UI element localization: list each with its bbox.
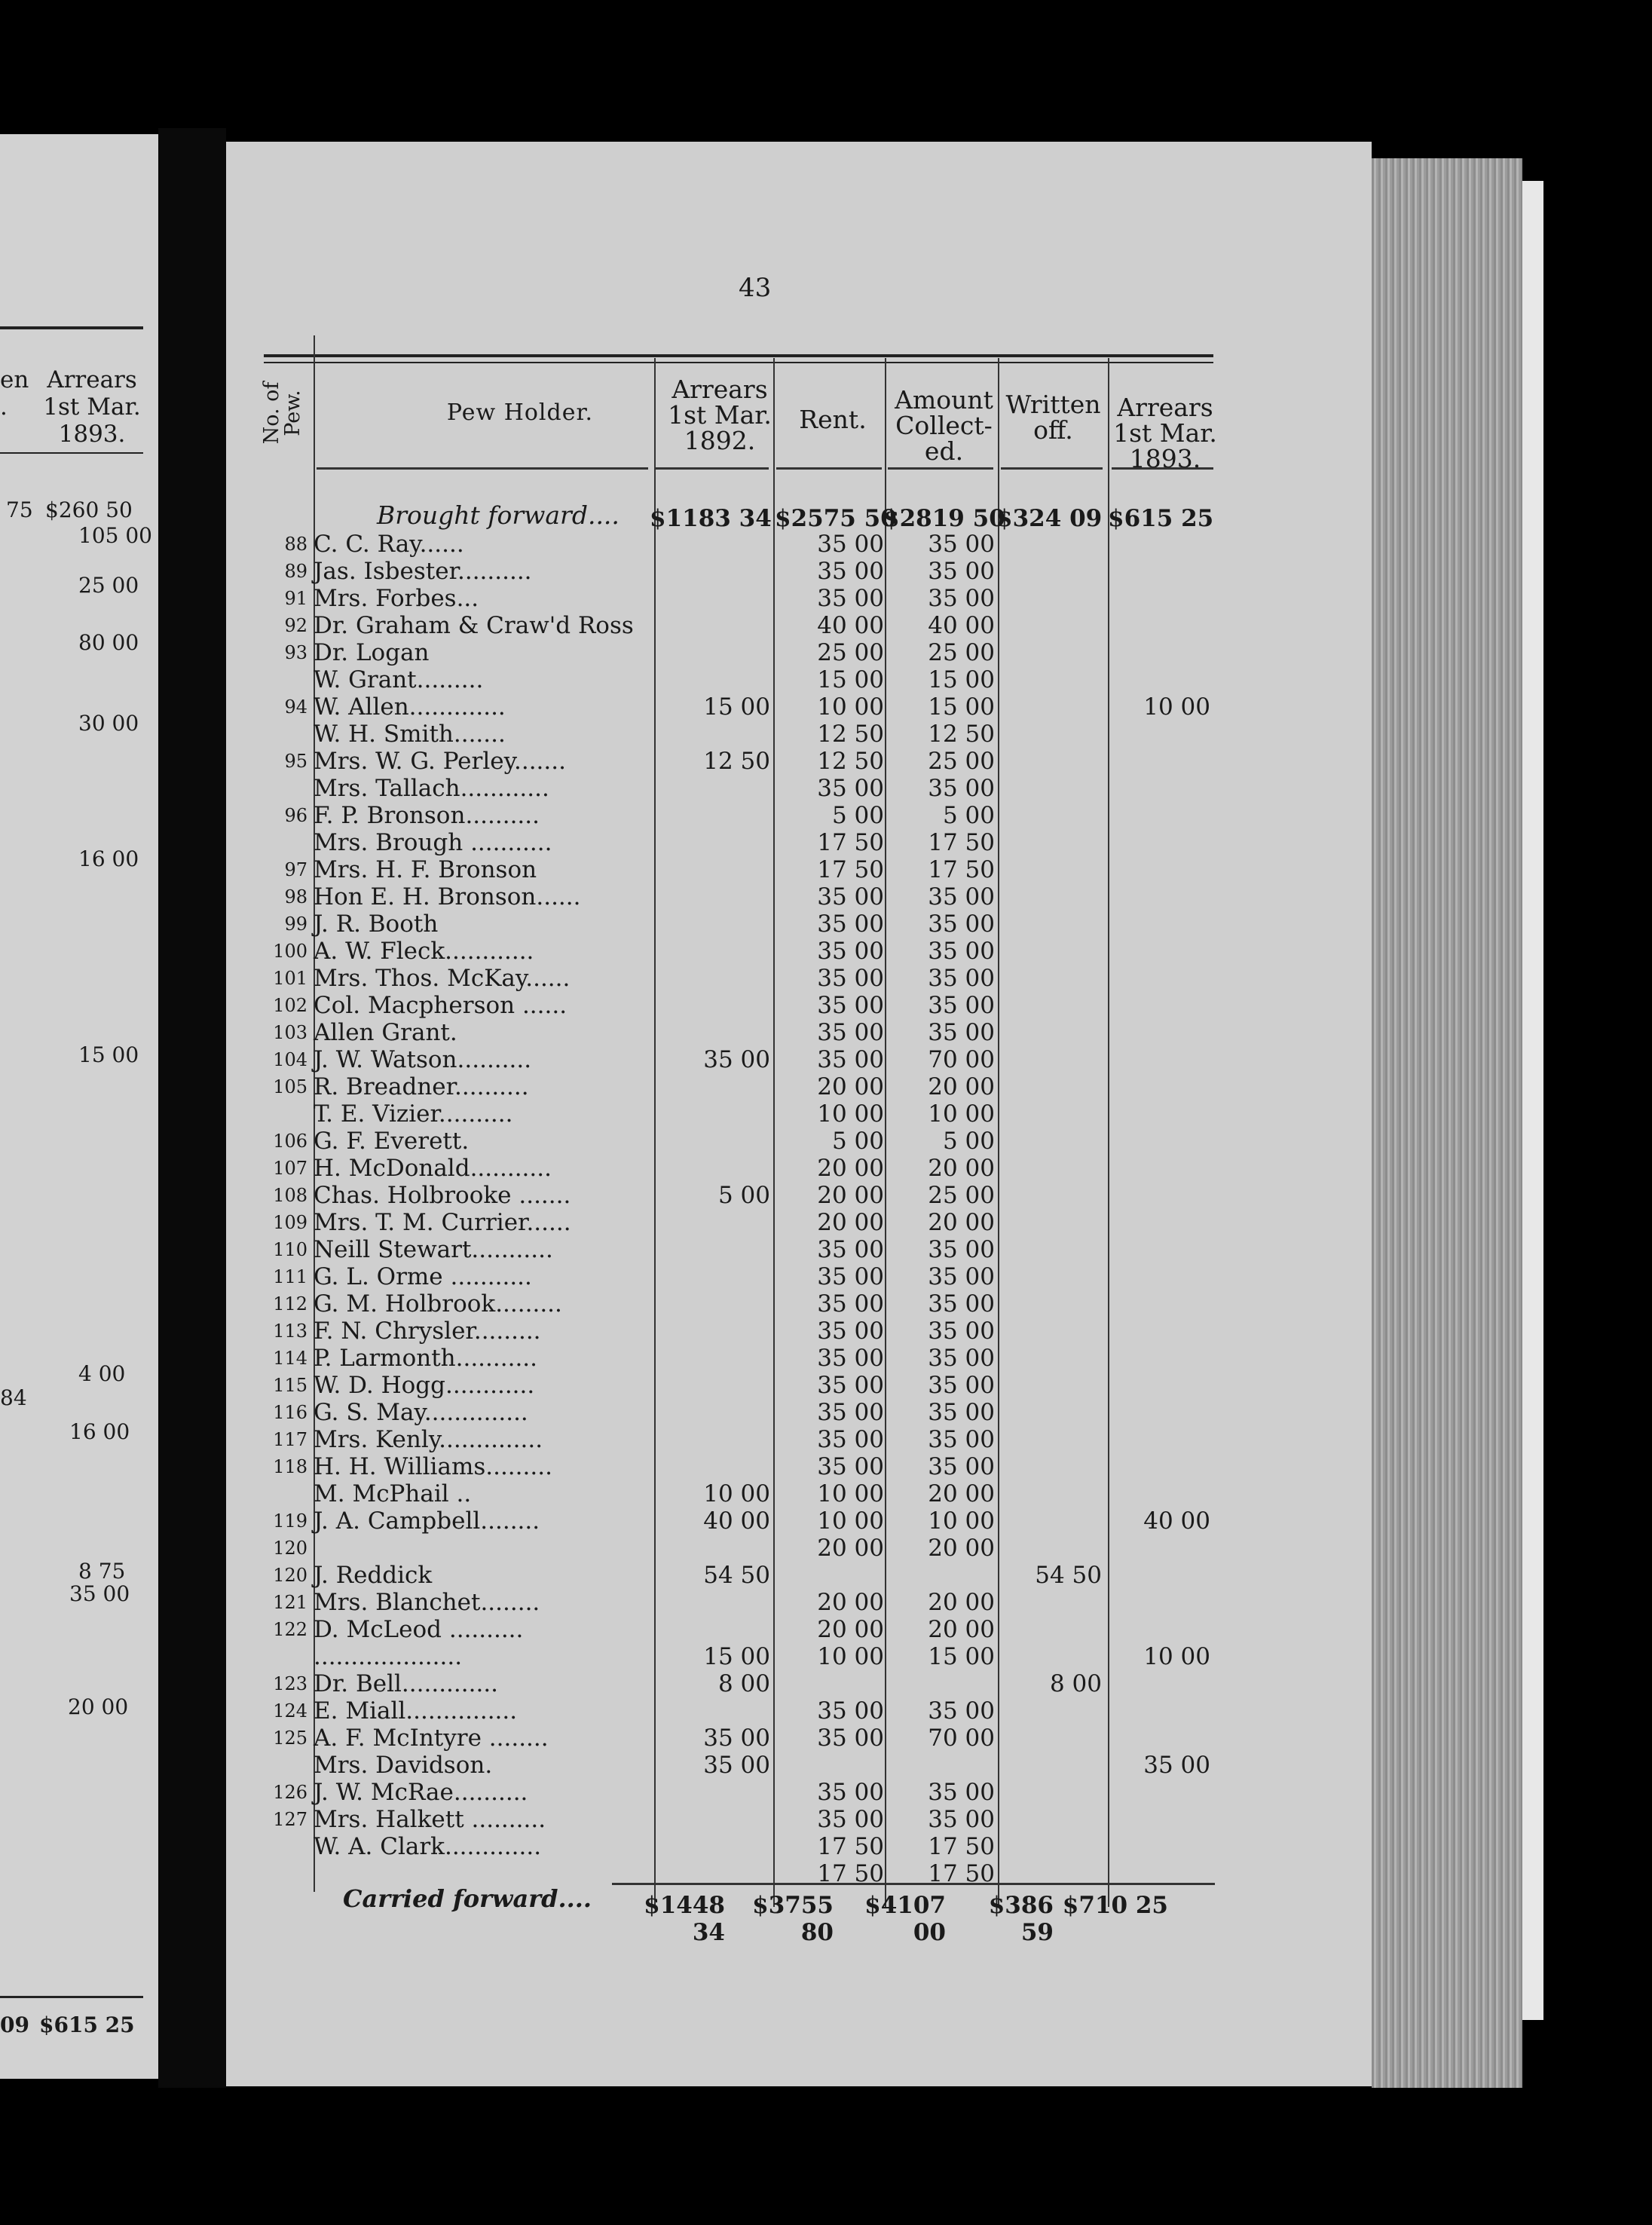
pew-holder: E. Miall............... xyxy=(314,1697,518,1725)
amount-collected: 20 00 xyxy=(928,1535,995,1562)
amount-collected: 20 00 xyxy=(928,1616,995,1643)
pew-holder: W. A. Clark............. xyxy=(314,1833,542,1860)
left-header-arrears: Arrears 1st Mar. 1893. xyxy=(43,366,141,448)
amount-collected: 25 00 xyxy=(928,1182,995,1209)
rent: 35 00 xyxy=(817,1263,884,1290)
pew-number: 125 xyxy=(273,1728,307,1749)
amount-collected: 20 00 xyxy=(928,1589,995,1616)
pew-number: 95 xyxy=(284,751,307,772)
table-row xyxy=(0,911,1206,938)
rent: 10 00 xyxy=(817,1507,884,1535)
pew-number: 111 xyxy=(273,1266,307,1287)
rent: 40 00 xyxy=(817,612,884,639)
table-row xyxy=(0,1480,1206,1507)
rent: 35 00 xyxy=(817,1290,884,1318)
pew-number: 100 xyxy=(273,941,307,962)
amount-collected: 35 00 xyxy=(928,1697,995,1725)
table-row xyxy=(0,992,1206,1019)
arrears-1892: 5 00 xyxy=(717,1182,770,1209)
pew-holder: Mrs. Blanchet........ xyxy=(314,1589,540,1616)
left-entry: 30 00 xyxy=(78,711,139,736)
pew-holder: Neill Stewart........... xyxy=(314,1236,553,1263)
amount-collected: 35 00 xyxy=(928,1345,995,1372)
amount-collected: 20 00 xyxy=(928,1155,995,1182)
pew-number: 114 xyxy=(273,1348,307,1369)
pew-number: 121 xyxy=(273,1592,307,1613)
amount-collected: 35 00 xyxy=(928,1399,995,1426)
rent: 35 00 xyxy=(817,1806,884,1833)
pew-holder: W. D. Hogg............ xyxy=(314,1372,535,1399)
rent: 35 00 xyxy=(817,1318,884,1345)
pew-holder: Dr. Bell............. xyxy=(314,1670,499,1697)
amount-collected: 35 00 xyxy=(928,1019,995,1046)
rent: 35 00 xyxy=(817,1725,884,1752)
rent: 35 00 xyxy=(817,1697,884,1725)
table-row xyxy=(0,721,1206,748)
amount-collected: 20 00 xyxy=(928,1073,995,1100)
pew-holder: Mrs. H. F. Bronson xyxy=(314,856,537,883)
arrears-1892: 8 00 xyxy=(717,1670,770,1697)
bf-collected: $2819 50 xyxy=(883,505,1005,532)
pew-holder: H. H. Williams......... xyxy=(314,1453,552,1480)
arrears-1893: 35 00 xyxy=(1143,1752,1210,1779)
pew-number: 123 xyxy=(273,1673,307,1694)
pew-holder: Allen Grant. xyxy=(314,1019,457,1046)
pew-number: 126 xyxy=(273,1782,307,1803)
rent: 35 00 xyxy=(817,1019,884,1046)
pew-number: 107 xyxy=(273,1158,307,1179)
pew-number: 101 xyxy=(273,968,307,989)
header-amount-collected: Amount Collect- ed. xyxy=(895,385,993,466)
pew-holder: Mrs. Brough ........... xyxy=(314,829,552,856)
left-entry: 25 00 xyxy=(78,573,139,598)
table-row xyxy=(0,1752,1210,1779)
table-row xyxy=(0,802,1206,829)
left-entry: 80 00 xyxy=(78,630,139,655)
arrears-1893: 10 00 xyxy=(1143,693,1210,721)
rent: 35 00 xyxy=(817,1236,884,1263)
pew-holder: Mrs. Halkett .......... xyxy=(314,1806,546,1833)
amount-collected: 25 00 xyxy=(928,748,995,775)
left-entry: 20 00 xyxy=(68,1694,129,1719)
amount-collected: 35 00 xyxy=(928,1426,995,1453)
rent: 17 50 xyxy=(817,1833,884,1860)
pew-holder: J. R. Booth xyxy=(314,911,439,938)
arrears-1892: 35 00 xyxy=(703,1046,770,1073)
table-row xyxy=(0,1100,1206,1128)
amount-collected: 15 00 xyxy=(928,1643,995,1670)
amount-collected: 35 00 xyxy=(928,1236,995,1263)
amount-collected: 35 00 xyxy=(928,911,995,938)
table-row xyxy=(0,1806,1206,1833)
amount-collected: 35 00 xyxy=(928,1318,995,1345)
table-row xyxy=(0,1643,1210,1670)
rent: 15 00 xyxy=(817,666,884,693)
pew-holder: J. W. McRae.......... xyxy=(314,1779,528,1806)
table-row xyxy=(0,1073,1206,1100)
pew-number: 120 xyxy=(273,1538,307,1559)
brought-forward-label: Brought forward.... xyxy=(377,500,620,530)
pew-number: 110 xyxy=(273,1239,307,1260)
bf-arrears-1893: $615 25 xyxy=(1108,505,1214,532)
rent: 35 00 xyxy=(817,1426,884,1453)
left-entry: $260 50 xyxy=(45,497,133,522)
left-entry: 8 75 xyxy=(78,1559,126,1584)
table-row xyxy=(0,531,1206,558)
arrears-1892: 15 00 xyxy=(703,693,770,721)
pew-holder: G. S. May.............. xyxy=(314,1399,528,1426)
amount-collected: 35 00 xyxy=(928,938,995,965)
pew-number: 113 xyxy=(273,1321,307,1342)
pew-number: 99 xyxy=(284,914,307,935)
rent: 35 00 xyxy=(817,585,884,612)
table-row xyxy=(0,1209,1206,1236)
arrears-1893: 40 00 xyxy=(1143,1507,1210,1535)
rent: 20 00 xyxy=(817,1182,884,1209)
pew-number: 92 xyxy=(284,615,307,636)
table-row xyxy=(0,1453,1206,1480)
pew-number: 102 xyxy=(273,995,307,1016)
pew-holder: M. McPhail .. xyxy=(314,1480,472,1507)
rent: 20 00 xyxy=(817,1535,884,1562)
pew-number: 120 xyxy=(273,1565,307,1586)
top-rule-thin xyxy=(264,362,1213,363)
left-total: $615 25 xyxy=(39,2012,135,2037)
arrears-1892: 35 00 xyxy=(703,1752,770,1779)
pew-holder: R. Breadner.......... xyxy=(314,1073,529,1100)
pew-number: 117 xyxy=(273,1429,307,1450)
table-row xyxy=(0,1616,1206,1643)
table-row xyxy=(0,829,1206,856)
pew-number: 122 xyxy=(273,1619,307,1640)
cf-arrears-1893: $710 25 xyxy=(1062,1892,1168,1919)
rent: 35 00 xyxy=(817,775,884,802)
pew-holder: G. L. Orme ........... xyxy=(314,1263,532,1290)
amount-collected: 17 50 xyxy=(928,1860,995,1887)
arrears-1892: 15 00 xyxy=(703,1643,770,1670)
bf-rent: $2575 50 xyxy=(775,505,897,532)
pew-number: 127 xyxy=(273,1809,307,1830)
pew-holder: G. M. Holbrook......... xyxy=(314,1290,562,1318)
amount-collected: 35 00 xyxy=(928,585,995,612)
pew-holder: Mrs. Davidson. xyxy=(314,1752,493,1779)
amount-collected: 35 00 xyxy=(928,531,995,558)
rent: 10 00 xyxy=(817,1100,884,1128)
rent: 35 00 xyxy=(817,1453,884,1480)
table-row xyxy=(0,1833,1206,1860)
rent: 17 50 xyxy=(817,829,884,856)
pew-holder: J. Reddick xyxy=(314,1562,433,1589)
pew-number: 88 xyxy=(284,534,307,555)
table-row xyxy=(0,1345,1206,1372)
table-row xyxy=(0,1046,1206,1073)
rent: 35 00 xyxy=(817,965,884,992)
pew-holder: T. E. Vizier.......... xyxy=(314,1100,513,1128)
left-entry: 16 00 xyxy=(78,846,139,871)
table-row xyxy=(0,585,1206,612)
table-row xyxy=(0,748,1206,775)
written-off: 54 50 xyxy=(1035,1562,1102,1589)
cf-written-off: $386 59 xyxy=(988,1892,1054,1946)
rent: 35 00 xyxy=(817,1345,884,1372)
pew-holder: Col. Macpherson ...... xyxy=(314,992,567,1019)
arrears-1892: 10 00 xyxy=(703,1480,770,1507)
header-rule xyxy=(317,467,648,470)
amount-collected: 70 00 xyxy=(928,1046,995,1073)
rent: 5 00 xyxy=(831,1128,884,1155)
amount-collected: 35 00 xyxy=(928,1263,995,1290)
amount-collected: 12 50 xyxy=(928,721,995,748)
rent: 12 50 xyxy=(817,721,884,748)
pew-number: 108 xyxy=(273,1185,307,1206)
header-rule xyxy=(656,467,769,470)
rent: 35 00 xyxy=(817,1779,884,1806)
rent: 20 00 xyxy=(817,1073,884,1100)
rent: 35 00 xyxy=(817,531,884,558)
table-row xyxy=(0,1128,1206,1155)
pew-holder: J. A. Campbell........ xyxy=(314,1507,540,1535)
pew-holder: A. F. McIntyre ........ xyxy=(314,1725,549,1752)
amount-collected: 35 00 xyxy=(928,1372,995,1399)
table-row xyxy=(0,883,1206,911)
rent: 17 50 xyxy=(817,856,884,883)
header-pew-holder: Pew Holder. xyxy=(446,399,594,426)
amount-collected: 40 00 xyxy=(928,612,995,639)
rent: 35 00 xyxy=(817,1372,884,1399)
amount-collected: 35 00 xyxy=(928,965,995,992)
pew-number: 98 xyxy=(284,886,307,907)
pew-number: 97 xyxy=(284,859,307,880)
rent: 35 00 xyxy=(817,992,884,1019)
rent: 12 50 xyxy=(817,748,884,775)
rent: 20 00 xyxy=(817,1589,884,1616)
left-entry: 16 00 xyxy=(69,1419,130,1444)
cf-collected: $4107 00 xyxy=(864,1892,946,1946)
rent: 25 00 xyxy=(817,639,884,666)
amount-collected: 70 00 xyxy=(928,1725,995,1752)
pew-holder: .................... xyxy=(314,1643,463,1670)
pew-holder: W. H. Smith....... xyxy=(314,721,506,748)
pew-holder: Mrs. W. G. Perley....... xyxy=(314,748,566,775)
rent: 10 00 xyxy=(817,693,884,721)
brought-forward-row xyxy=(0,505,1214,532)
table-row xyxy=(0,1535,1206,1562)
table-row xyxy=(0,666,1206,693)
pew-holder: J. W. Watson.......... xyxy=(314,1046,532,1073)
pew-number: 118 xyxy=(273,1456,307,1477)
pew-holder: W. Grant......... xyxy=(314,666,484,693)
table-row xyxy=(0,558,1206,585)
amount-collected: 15 00 xyxy=(928,693,995,721)
rent: 10 00 xyxy=(817,1480,884,1507)
rent: 35 00 xyxy=(817,911,884,938)
pew-number: 116 xyxy=(273,1402,307,1423)
pew-holder: Dr. Logan xyxy=(314,639,430,666)
pew-holder: F. N. Chrysler......... xyxy=(314,1318,541,1345)
table-row xyxy=(0,1236,1206,1263)
arrears-1892: 12 50 xyxy=(703,748,770,775)
table-row xyxy=(0,1155,1206,1182)
pew-holder: Dr. Graham & Craw'd Ross xyxy=(314,612,634,639)
amount-collected: 15 00 xyxy=(928,666,995,693)
arrears-1892: 54 50 xyxy=(703,1562,770,1589)
page-margin xyxy=(1522,181,1543,2020)
amount-collected: 17 50 xyxy=(928,829,995,856)
table-row xyxy=(0,965,1206,992)
rent: 35 00 xyxy=(817,1046,884,1073)
table-row xyxy=(0,938,1206,965)
header-rule xyxy=(888,467,993,470)
amount-collected: 17 50 xyxy=(928,1833,995,1860)
table-row xyxy=(0,1507,1210,1535)
amount-collected: 10 00 xyxy=(928,1507,995,1535)
bf-written-off: $324 09 xyxy=(996,505,1103,532)
table-row xyxy=(0,1779,1206,1806)
table-row xyxy=(0,856,1206,883)
amount-collected: 20 00 xyxy=(928,1209,995,1236)
rent: 5 00 xyxy=(831,802,884,829)
table-row xyxy=(0,1318,1206,1345)
rent: 35 00 xyxy=(817,558,884,585)
header-arrears-1892: Arrears 1st Mar. 1892. xyxy=(668,375,772,455)
header-rent: Rent. xyxy=(799,405,867,434)
amount-collected: 10 00 xyxy=(928,1100,995,1128)
amount-collected: 35 00 xyxy=(928,992,995,1019)
table-row xyxy=(0,1589,1206,1616)
pew-number: 96 xyxy=(284,805,307,826)
table-row xyxy=(0,612,1206,639)
rent: 35 00 xyxy=(817,938,884,965)
total-rule xyxy=(612,1883,1215,1885)
pew-number: 94 xyxy=(284,696,307,718)
amount-collected: 17 50 xyxy=(928,856,995,883)
header-rule xyxy=(1112,467,1213,470)
pew-holder: P. Larmonth........... xyxy=(314,1345,538,1372)
rent: 35 00 xyxy=(817,1399,884,1426)
left-entry: 105 00 xyxy=(78,523,152,548)
written-off: 8 00 xyxy=(1049,1670,1102,1697)
pew-number: 106 xyxy=(273,1131,307,1152)
header-written-off: Written off. xyxy=(1005,390,1101,445)
pew-holder: A. W. Fleck............ xyxy=(314,938,534,965)
pew-number: 104 xyxy=(273,1049,307,1070)
left-edge-value: 84 xyxy=(0,1385,27,1410)
page-number: 43 xyxy=(739,273,772,303)
left-edge-value: 75 xyxy=(6,497,33,522)
amount-collected: 35 00 xyxy=(928,1779,995,1806)
left-header-edge: en . xyxy=(0,366,29,421)
amount-collected: 35 00 xyxy=(928,775,995,802)
pew-holder: Chas. Holbrooke ....... xyxy=(314,1182,571,1209)
table-row xyxy=(0,1562,1206,1589)
pew-holder: C. C. Ray...... xyxy=(314,531,464,558)
arrears-1892: 35 00 xyxy=(703,1725,770,1752)
left-entry: 35 00 xyxy=(69,1581,130,1606)
arrears-1892: 40 00 xyxy=(703,1507,770,1535)
pew-number: 89 xyxy=(284,561,307,582)
table-row xyxy=(0,693,1210,721)
pew-holder: Mrs. Forbes... xyxy=(314,585,479,612)
table-row xyxy=(0,1725,1206,1752)
pew-holder: G. F. Everett. xyxy=(314,1128,470,1155)
amount-collected: 5 00 xyxy=(942,802,995,829)
left-total-edge: 09 xyxy=(0,2012,29,2037)
rent: 20 00 xyxy=(817,1616,884,1643)
pew-holder: Hon E. H. Bronson...... xyxy=(314,883,581,911)
pew-holder: W. Allen............. xyxy=(314,693,506,721)
page-edges xyxy=(1372,158,1522,2088)
pew-holder: F. P. Bronson.......... xyxy=(314,802,540,829)
table-row xyxy=(0,775,1206,802)
table-row xyxy=(0,1182,1206,1209)
table-row xyxy=(0,1263,1206,1290)
top-rule xyxy=(264,354,1213,357)
amount-collected: 35 00 xyxy=(928,558,995,585)
amount-collected: 25 00 xyxy=(928,639,995,666)
pew-number: 91 xyxy=(284,588,307,609)
rent: 10 00 xyxy=(817,1643,884,1670)
rent: 20 00 xyxy=(817,1209,884,1236)
pew-holder: H. McDonald........... xyxy=(314,1155,552,1182)
table-row xyxy=(0,639,1206,666)
header-no-of-pew: No. of Pew. xyxy=(260,381,304,445)
table-row xyxy=(0,1426,1206,1453)
table-row xyxy=(0,1697,1206,1725)
cf-rent: $3755 80 xyxy=(752,1892,834,1946)
table-row xyxy=(0,1019,1206,1046)
amount-collected: 35 00 xyxy=(928,1290,995,1318)
pew-number: 109 xyxy=(273,1212,307,1233)
rent: 17 50 xyxy=(817,1860,884,1887)
pew-holder: Mrs. T. M. Currier...... xyxy=(314,1209,571,1236)
pew-holder: Mrs. Thos. McKay...... xyxy=(314,965,571,992)
bf-arrears-1892: $1183 34 xyxy=(650,505,772,532)
cf-arrears-1892: $1448 34 xyxy=(644,1892,725,1946)
header-arrears-1893: Arrears 1st Mar. 1893. xyxy=(1113,393,1217,473)
carried-forward-label: Carried forward.... xyxy=(343,1884,592,1913)
amount-collected: 20 00 xyxy=(928,1480,995,1507)
table-row xyxy=(0,1372,1206,1399)
table-row xyxy=(0,1290,1206,1318)
header-rule xyxy=(1001,467,1103,470)
left-entry: 4 00 xyxy=(78,1361,126,1386)
pew-number: 119 xyxy=(273,1510,307,1532)
header-rule xyxy=(776,467,882,470)
table-row xyxy=(0,1399,1206,1426)
rent: 20 00 xyxy=(817,1155,884,1182)
table-row xyxy=(0,1670,1206,1697)
pew-holder: D. McLeod .......... xyxy=(314,1616,524,1643)
pew-number: 112 xyxy=(273,1293,307,1314)
pew-number: 103 xyxy=(273,1022,307,1043)
pew-number: 115 xyxy=(273,1375,307,1396)
amount-collected: 35 00 xyxy=(928,883,995,911)
left-entry: 15 00 xyxy=(78,1042,139,1067)
pew-number: 93 xyxy=(284,642,307,663)
pew-holder: Jas. Isbester.......... xyxy=(314,558,532,585)
pew-holder: Mrs. Tallach............ xyxy=(314,775,549,802)
amount-collected: 35 00 xyxy=(928,1453,995,1480)
amount-collected: 35 00 xyxy=(928,1806,995,1833)
amount-collected: 5 00 xyxy=(942,1128,995,1155)
pew-number: 124 xyxy=(273,1700,307,1722)
arrears-1893: 10 00 xyxy=(1143,1643,1210,1670)
pew-number: 105 xyxy=(273,1076,307,1097)
pew-holder: Mrs. Kenly.............. xyxy=(314,1426,543,1453)
rent: 35 00 xyxy=(817,883,884,911)
